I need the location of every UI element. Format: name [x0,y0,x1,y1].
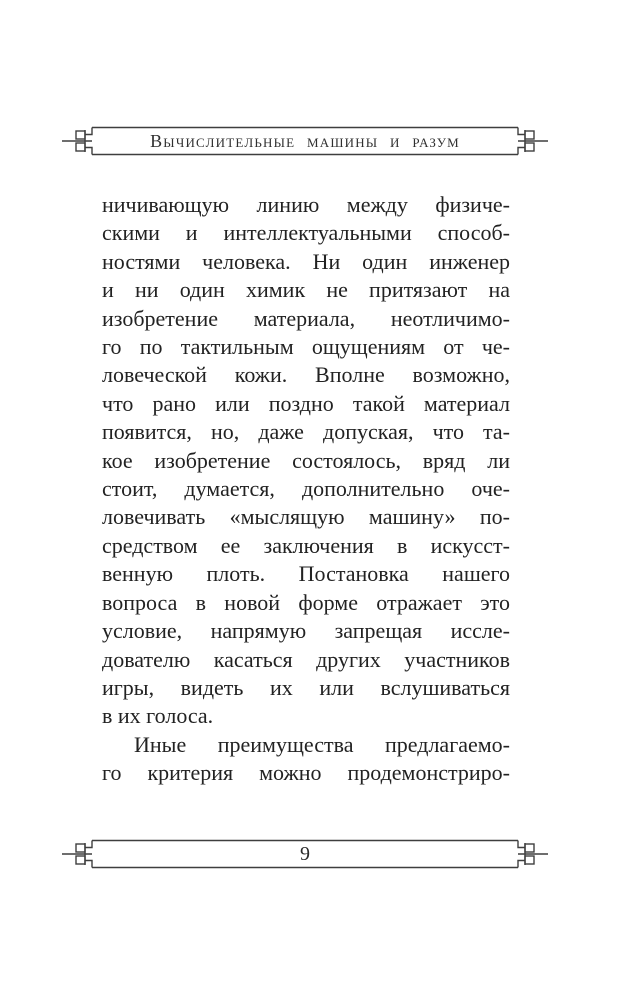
footer-plaque [58,832,550,876]
page-number: 9 [300,842,310,865]
header-plaque [58,119,550,163]
text-line: го критерия можно продемонстриро- [102,760,510,786]
text-line: венную плоть. Постановка нашего [102,561,510,587]
text-line: в их голоса. [102,703,214,729]
running-head-title: Вычислительные машины и разум [150,130,460,151]
text-line: и ни один химик не притязают на [102,277,510,303]
text-line: ловеческой кожи. Вполне возможно, [102,362,510,388]
text-line: ловечивать «мыслящую машину» по- [102,504,510,530]
paragraph [102,731,510,788]
text-line: дователю касаться других участников [102,646,510,672]
text-line: ностями человека. Ни один инженер [102,248,510,274]
text-line: условие, напрямую запрещая иссле- [102,618,510,644]
text-line: вопроса в новой форме отражает это [102,589,510,615]
text-line: средством ее заключения в искусст- [102,532,510,558]
paragraph [102,191,510,731]
text-line: что рано или поздно такой материал [102,390,510,416]
text-line: го по тактильным ощущениям от че- [102,334,510,360]
text-line: скими и интеллектуальными способ- [102,220,510,246]
text-line: изобретение материала, неотличимо- [102,305,510,331]
text-line: появится, но, даже допуская, что та- [102,419,510,445]
text-line: игры, видеть их или вслушиваться [102,674,510,700]
text-block [102,191,510,788]
text-line: кое изобретение состоялось, вряд ли [102,447,510,473]
text-line: Иные преимущества предлагаемо- [134,731,510,757]
text-line: ничивающую линию между физиче- [102,192,510,217]
text-line: стоит, думается, дополнительно оче- [102,476,510,502]
